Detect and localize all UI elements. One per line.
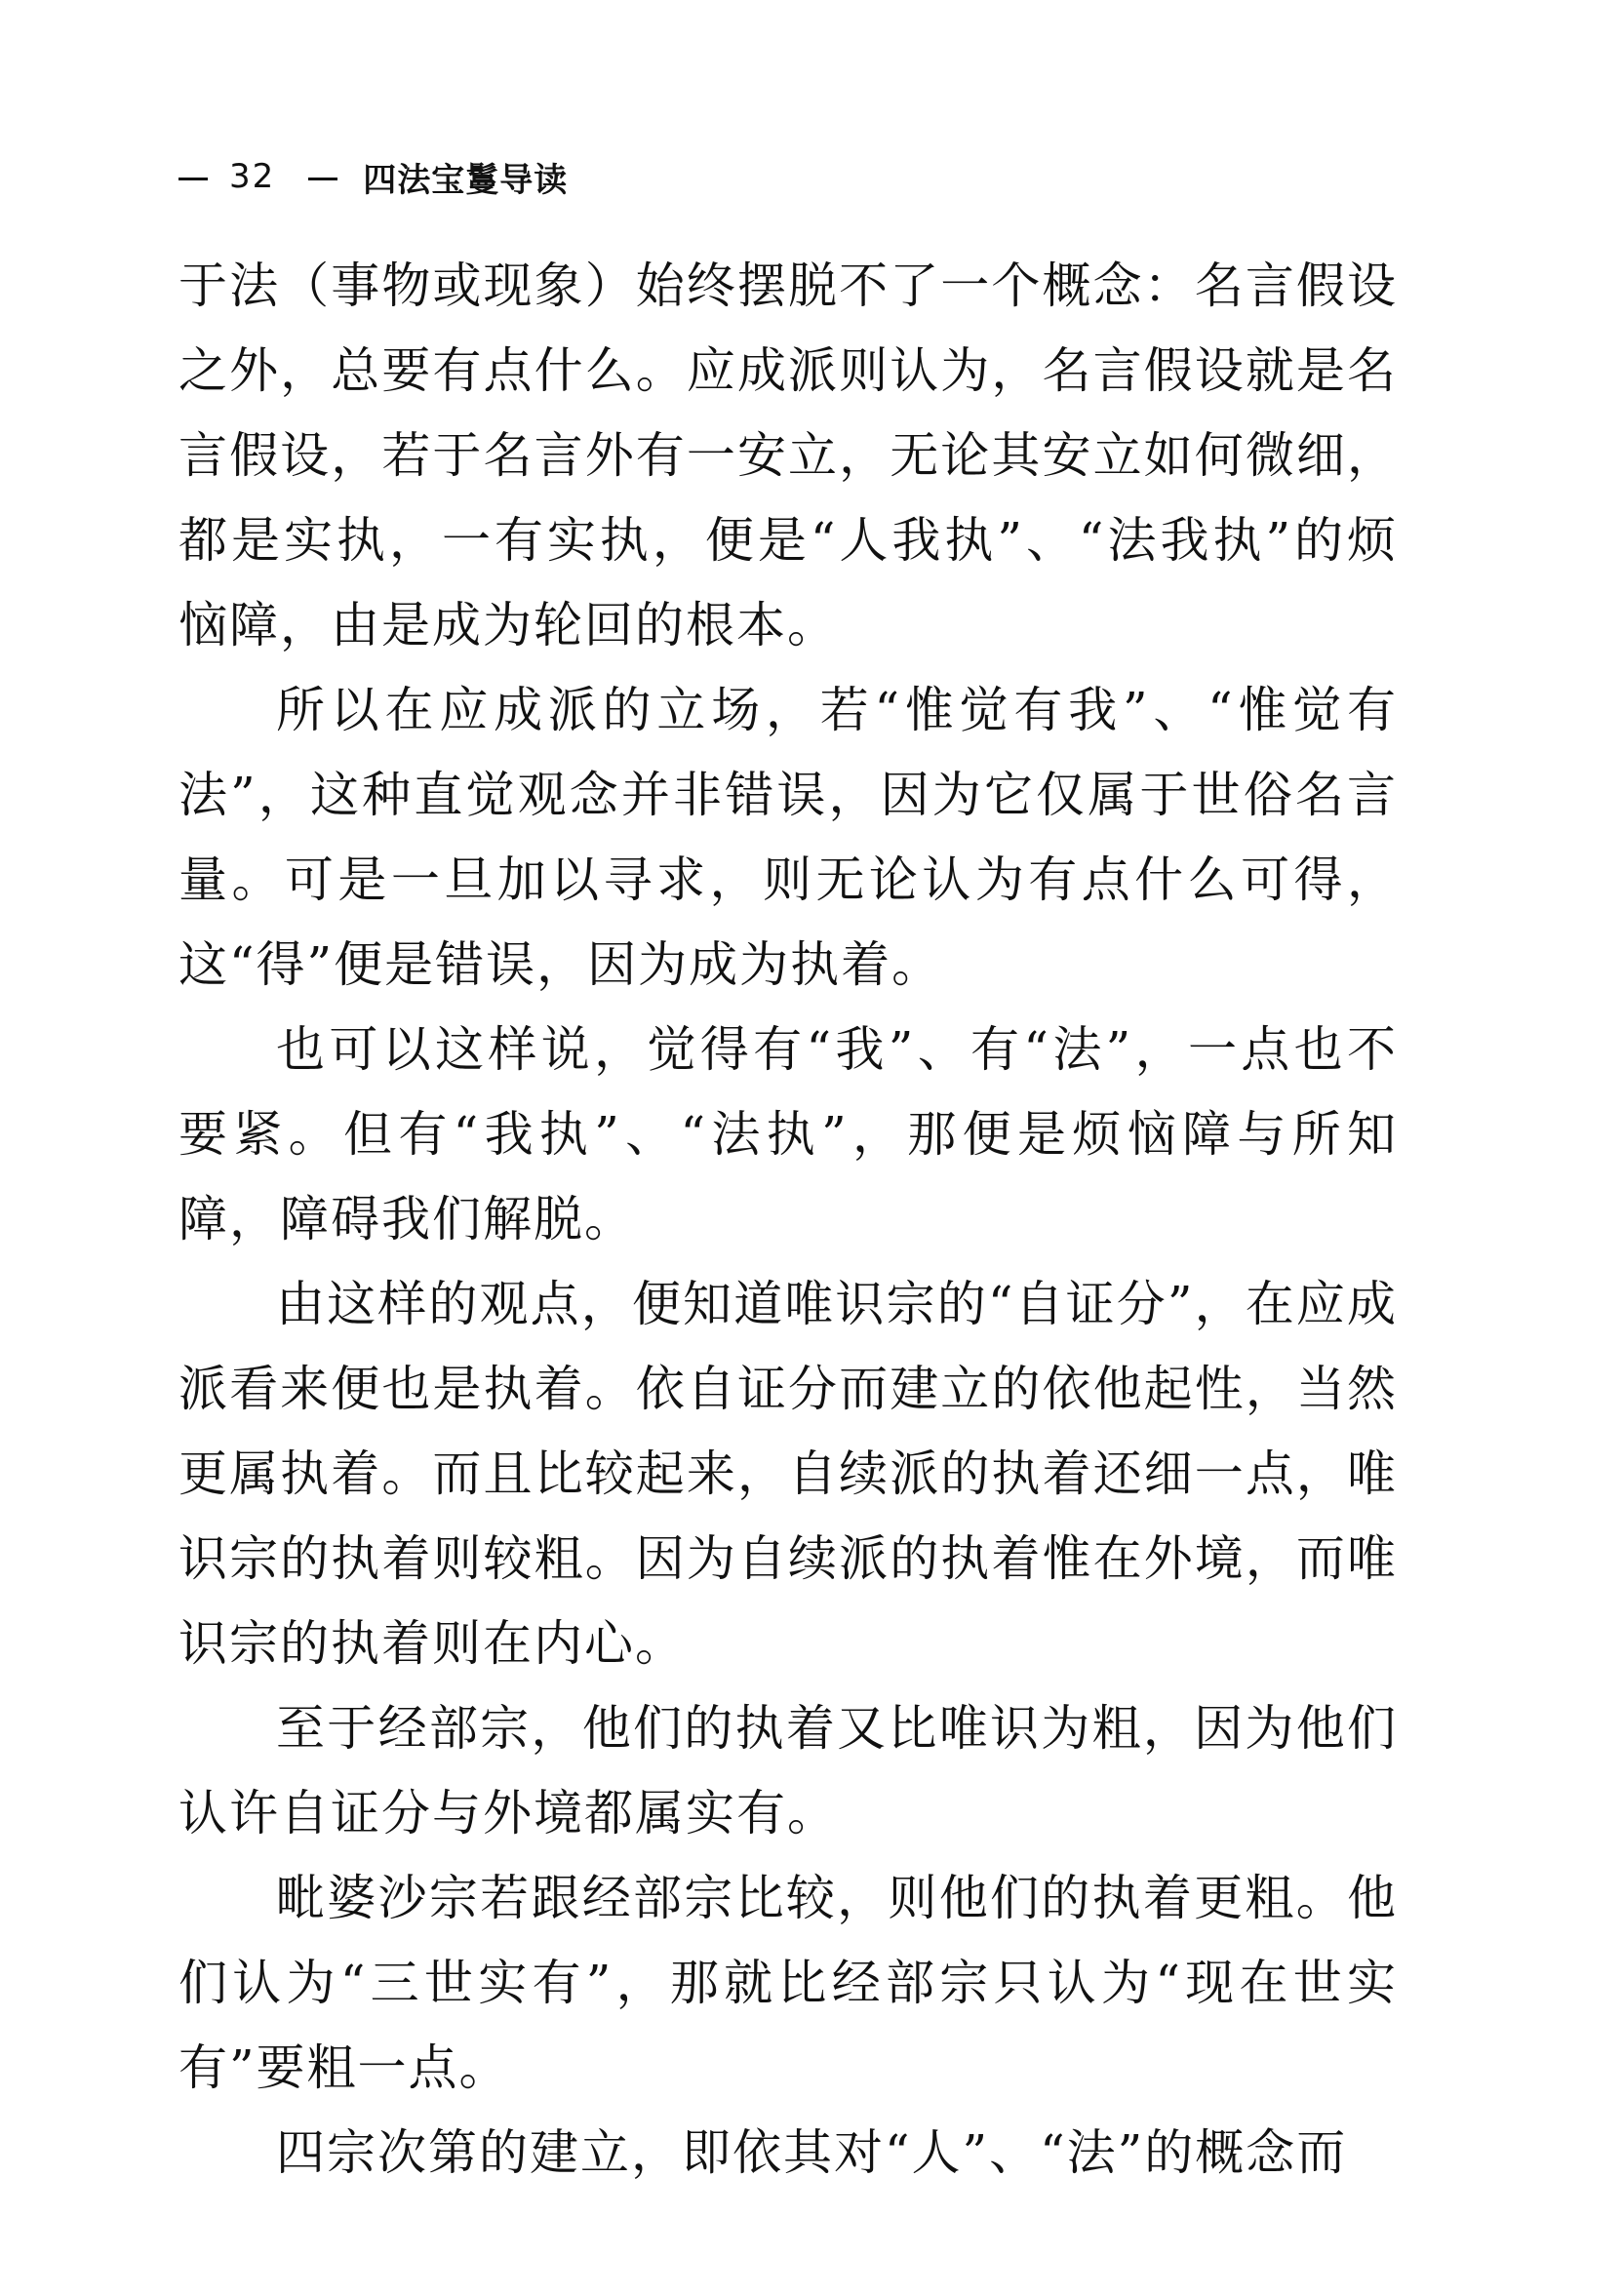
body-text: [178, 244, 1398, 2196]
page-header: [178, 152, 568, 201]
paragraph-2: 所以在应成派的立场，若“惟觉有我”、“惟觉有法”，这种直觉观念并非错误，因为它仅属于世俗名言量。可是一旦加以寻求，则无论认为有点什么可得，这“得”便是错误，因为成为执着。: [178, 682, 1398, 993]
paragraph-1: 于法（事物或现象）始终摆脱不了一个概念：名言假设之外，总要有点什么。应成派则认为，名言假设就是名言假设，若于名言外有一安立，无论其安立如何微细，都是实执，一有实执，便是“人我执”、“法我执”的烦恼障，由是成为轮回的根本。: [178, 257, 1398, 653]
header-dash-right: [308, 178, 337, 180]
paragraph-7: 四宗次第的建立，即依其对“人”、“法”的概念而: [276, 2124, 1348, 2181]
book-title: 四法宝鬘导读: [363, 160, 569, 200]
paragraph-6: 毗婆沙宗若跟经部宗比较，则他们的执着更粗。他们认为“三世实有”，那就比经部宗只认为“现在世实有”要粗一点。: [178, 1870, 1398, 2096]
paragraph-3: 也可以这样说，觉得有“我”、有“法”，一点也不要紧。但有“我执”、“法执”，那便是烦恼障与所知障，障碍我们解脱。: [178, 1021, 1398, 1247]
paragraph-5: 至于经部宗，他们的执着又比唯识为粗，因为他们认许自证分与外境都属实有。: [178, 1700, 1398, 1841]
page-number: 32: [229, 157, 276, 196]
header-dash-left: [178, 178, 208, 180]
paragraph-4: 由这样的观点，便知道唯识宗的“自证分”，在应成派看来便也是执着。依自证分而建立的依他起性，当然更属执着。而且比较起来，自续派的执着还细一点，唯识宗的执着则较粗。因为自续派的执着惟在外境，而唯识宗的执着则在内心。: [178, 1276, 1398, 1672]
